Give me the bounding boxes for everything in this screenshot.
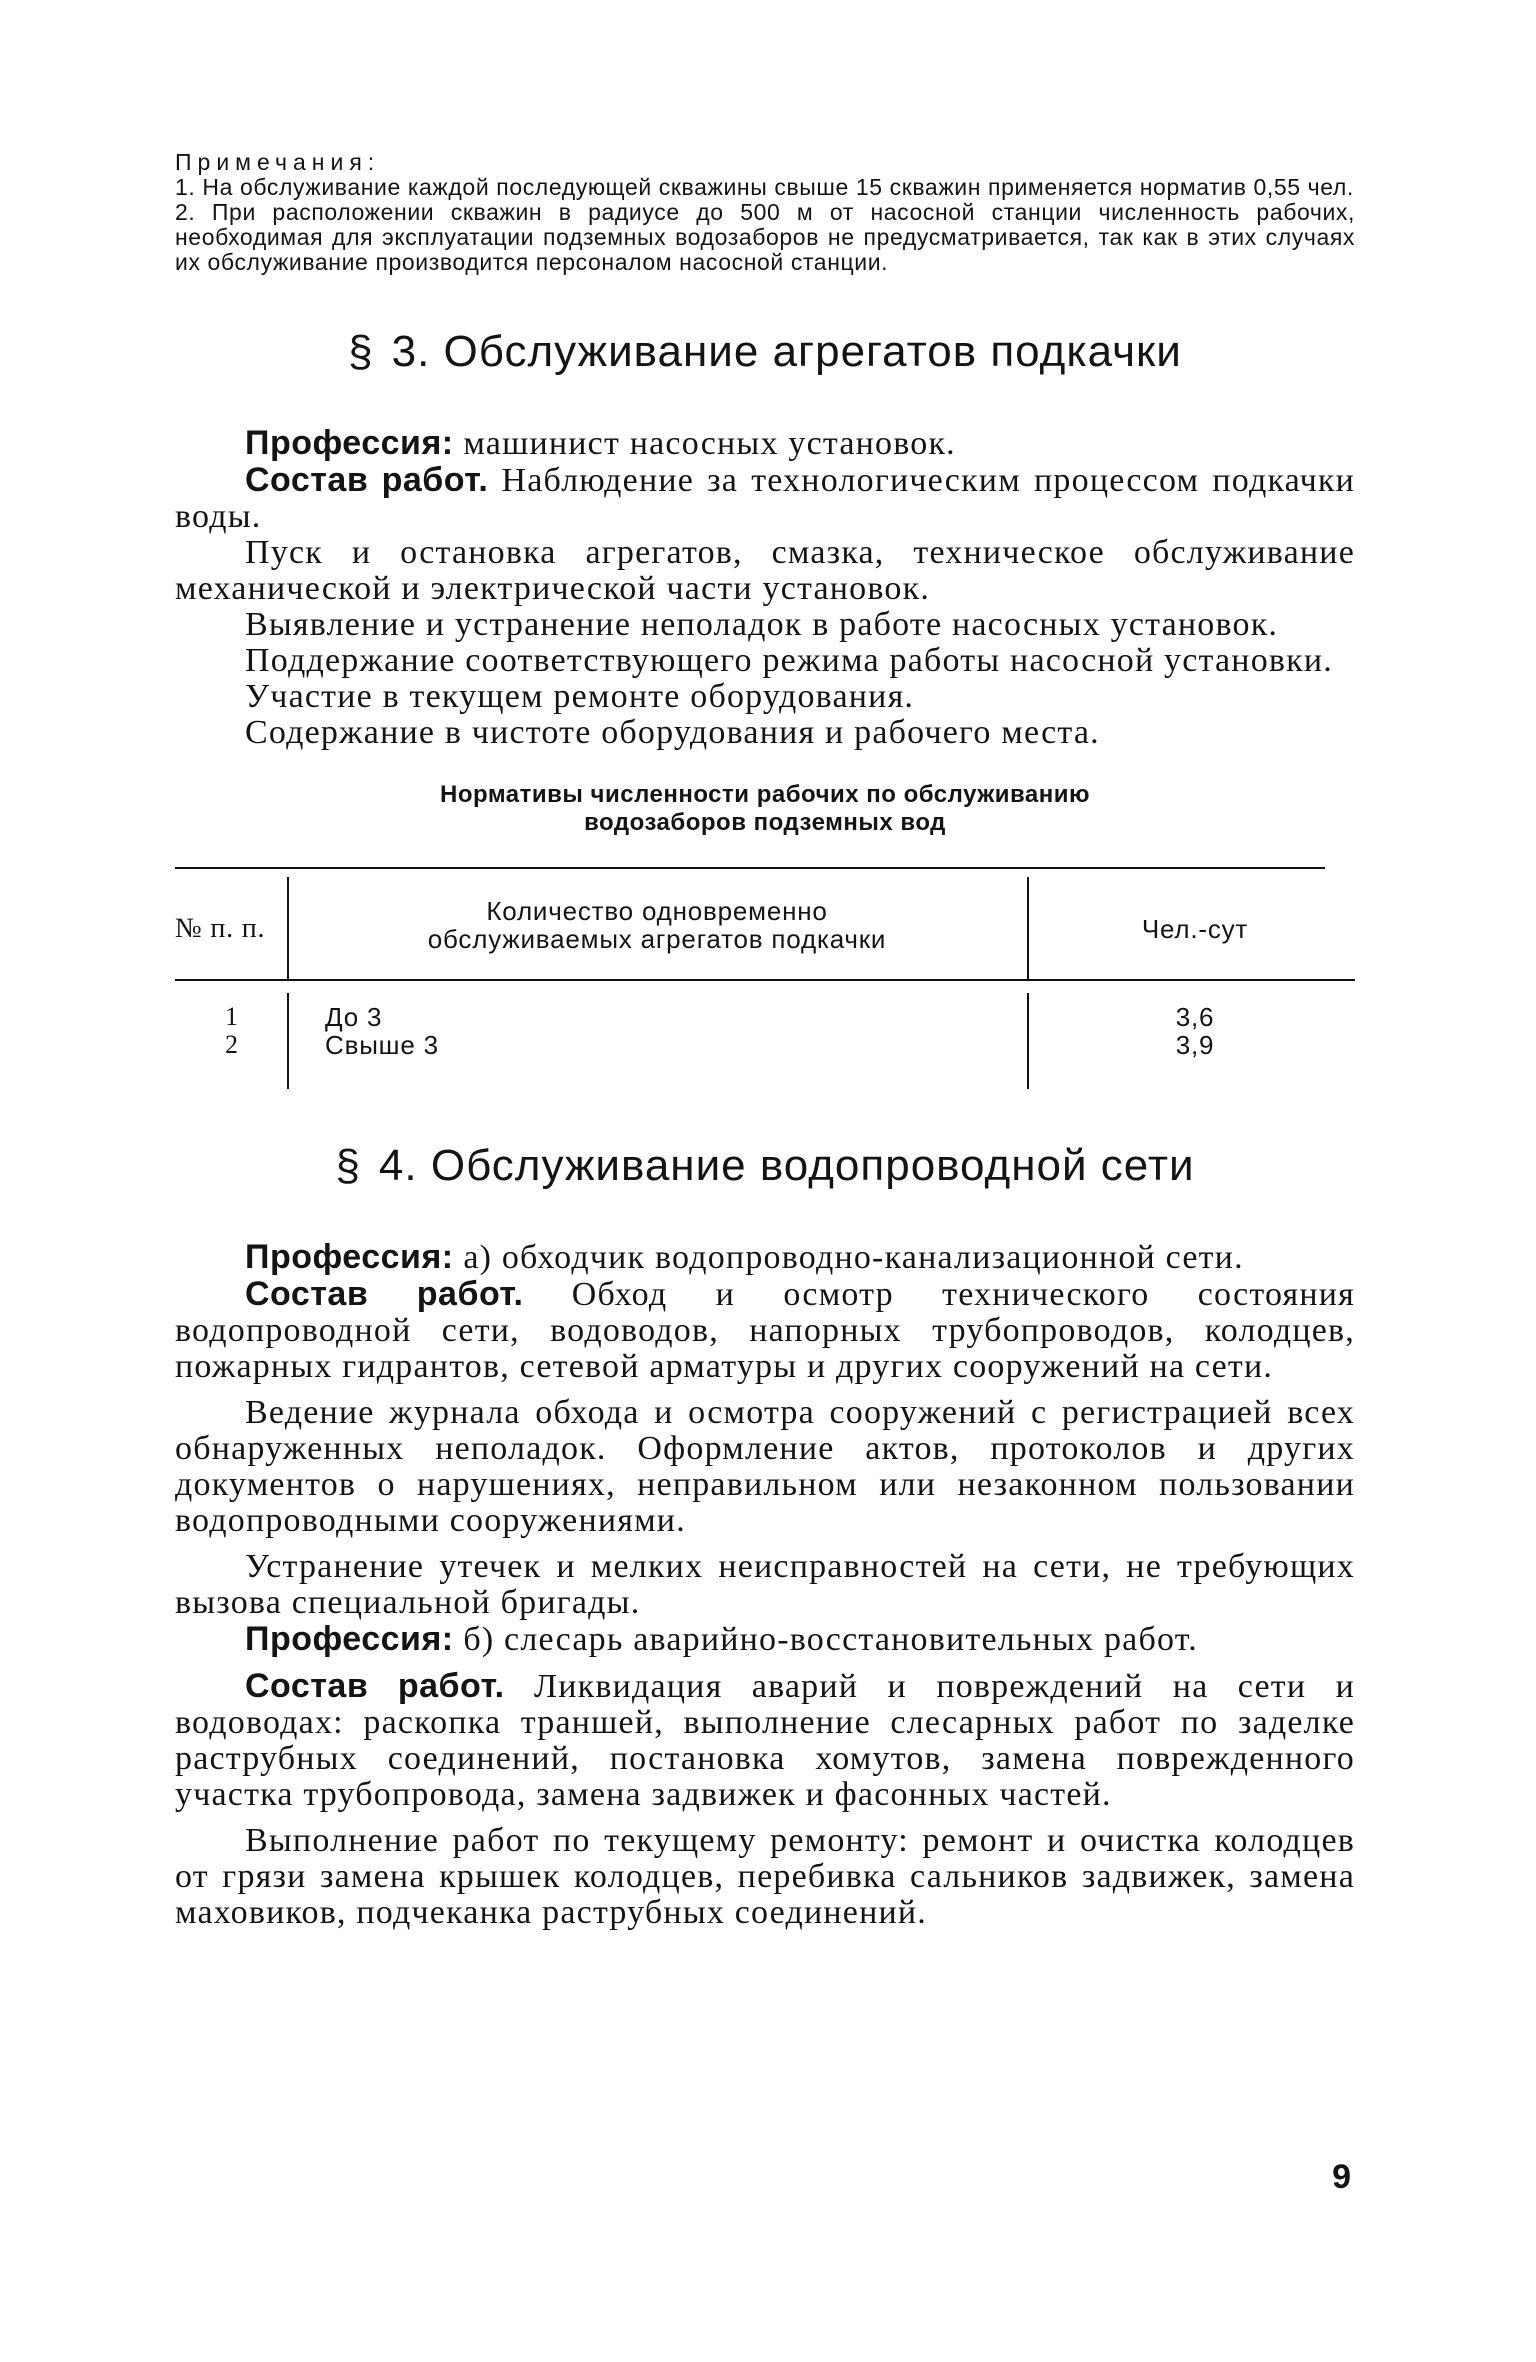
document-page <box>175 150 1355 1931</box>
table-row-num: 2 <box>225 1030 239 1059</box>
section-3-work <box>175 462 1355 535</box>
section-3-paragraph: Выявление и устранение неполадок в работе насосных установок. <box>245 606 1279 643</box>
table-header-count <box>297 897 1017 953</box>
section-4-profession-b <box>175 1621 1355 1658</box>
table-row-desc: До 3 <box>325 1002 383 1032</box>
section-4-leaks-paragraph: Устранение утечек и мелких неисправностей на сети, не требующих вызова специальной бригады. <box>175 1548 1355 1621</box>
table-row-value: 3,6 <box>1175 1002 1215 1032</box>
section-4-repair-paragraph: Выполнение работ по текущему ремонту: ремонт и очистка колодцев от грязи замена крышек колодцев, перебивка сальников задвижек, замена маховиков, подчеканка раструбных соединений. <box>175 1822 1355 1931</box>
section-3-paragraph: Поддержание соответствующего режима работы насосной установки. <box>245 642 1333 679</box>
profession-text: машинист насосных установок. <box>453 425 956 462</box>
section-4-title: 4. Обслуживание водопроводной сети <box>378 1141 1195 1190</box>
section-3-body <box>175 425 1355 751</box>
table-col-divider-1-body <box>287 993 289 1089</box>
work-label: Состав работ. <box>245 1667 505 1705</box>
profession-label: Профессия: <box>245 424 454 462</box>
note-item-2: 2. При расположении скважин в радиусе до 500 м от насосной станции численность рабочих, необходимая для эксплуатации подземных водозаборов не предусматривается, так как в этих случаях их обслуживание производится персоналом насосной станции. <box>175 199 1355 275</box>
notes-block <box>175 150 1355 275</box>
table-header-rule <box>175 979 1355 981</box>
section-3-heading <box>175 327 1355 377</box>
section-4-profession-a <box>175 1239 1355 1276</box>
section-4-journal-paragraph: Ведение журнала обхода и осмотра сооружений с регистрацией всех обнаруженных неполадок. Оформление актов, протоколов и других документов о нарушениях, неправильном или незаконном пользовании водопроводными сооружениями. <box>175 1394 1355 1539</box>
section-4-body <box>175 1239 1355 1931</box>
table-col-divider-2-body <box>1027 993 1029 1089</box>
table-header-num: № п. п. <box>175 913 266 944</box>
section-4-work-a <box>175 1276 1355 1385</box>
work-label: Состав работ. <box>245 461 489 499</box>
section-3-sign: § <box>348 327 374 376</box>
table-col-divider-1 <box>287 877 289 979</box>
table-header-unit: Чел.-сут <box>1141 914 1249 944</box>
section-3-title: 3. Обслуживание агрегатов подкачки <box>391 327 1182 376</box>
page-number: 9 <box>1332 2158 1351 2196</box>
table-header-count-line-1: Количество одновременно <box>486 896 828 926</box>
work-text: Ликвидация аварий и повреждений на сети и водоводах: раскопка траншей, выполнение слесарных работ по заделке раструбных соединений, постановка хомутов, замена поврежденного участка трубопровода, замена задвижек и фасонных частей. <box>175 1668 1356 1813</box>
work-text: Наблюдение за технологическим процессом подкачки воды. <box>175 462 1355 535</box>
table-row-desc: Свыше 3 <box>325 1030 439 1060</box>
section-4-work-b <box>175 1668 1355 1813</box>
section-3-paragraph: Содержание в чистоте оборудования и рабочего места. <box>245 714 1100 751</box>
section-3-profession <box>175 425 1355 462</box>
table-caption <box>175 781 1355 837</box>
profession-label: Профессия: <box>245 1620 454 1658</box>
section-3-paragraph: Пуск и остановка агрегатов, смазка, техническое обслуживание механической и электрической части установок. <box>175 534 1355 607</box>
work-label: Состав работ. <box>245 1275 524 1313</box>
profession-text: б) слесарь аварийно-восстановительных работ. <box>453 1621 1198 1658</box>
profession-label: Профессия: <box>245 1238 454 1276</box>
table-row-num: 1 <box>225 1002 239 1031</box>
work-text: Обход и осмотр технического состояния водопроводной сети, водоводов, напорных трубопроводов, колодцев, пожарных гидрантов, сетевой арматуры и других сооружений на сети. <box>175 1276 1355 1385</box>
table-top-rule <box>175 867 1325 869</box>
table-caption-line-2: водозаборов подземных вод <box>584 809 946 836</box>
table-col-divider-2 <box>1027 877 1029 979</box>
norms-table <box>175 867 1355 1089</box>
notes-title: Примечания: <box>175 149 381 175</box>
section-4-heading <box>175 1141 1355 1191</box>
profession-text: а) обходчик водопроводно-канализационной сети. <box>453 1239 1244 1276</box>
table-row-value: 3,9 <box>1175 1030 1215 1060</box>
section-3-paragraph: Участие в текущем ремонте оборудования. <box>245 678 915 715</box>
table-caption-line-1: Нормативы численности рабочих по обслуживанию <box>439 781 1091 808</box>
table-header-count-line-2: обслуживаемых агрегатов подкачки <box>427 924 887 954</box>
section-4-sign: § <box>335 1141 361 1190</box>
note-item-1: 1. На обслуживание каждой последующей скважины свыше 15 скважин применяется норматив 0,55 чел. <box>175 174 1354 200</box>
